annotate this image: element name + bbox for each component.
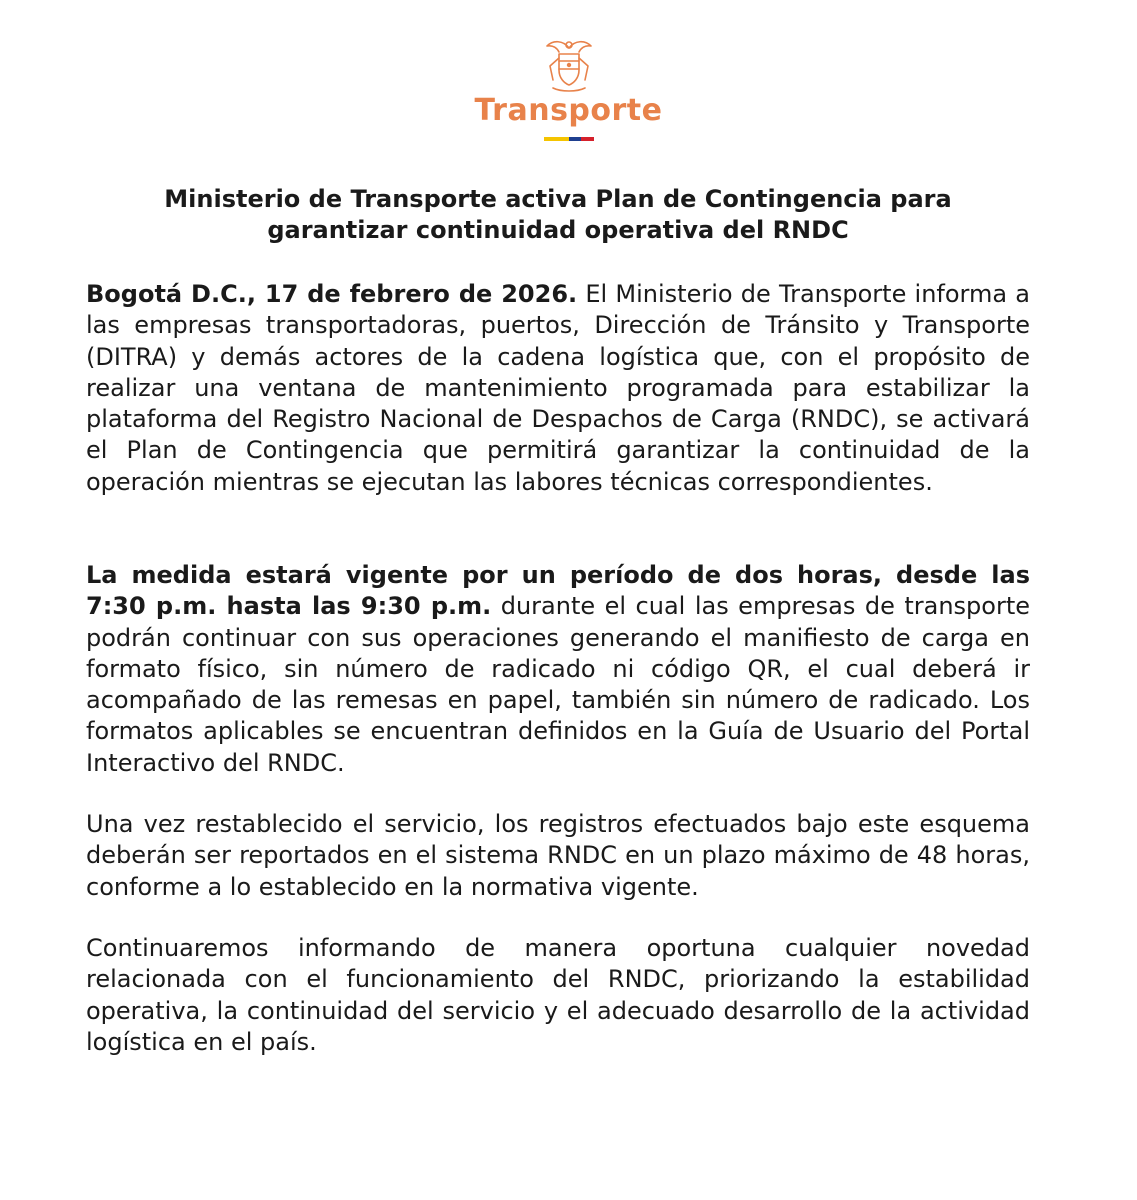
paragraph-closing — [86, 933, 1030, 1058]
schedule-highlight: La medida estará vigente por un período de dos horas, desde las 7:30 p.m. hasta las 9:30 p.m. — [86, 561, 1030, 621]
dateline: Bogotá D.C., 17 de febrero de 2026. — [86, 280, 578, 308]
paragraph-schedule-text: durante el cual las empresas de transporte podrán continuar con sus operaciones generando el manifiesto de carga en formato físico, sin número de radicado ni código QR, el cual deberá ir acompañado de las remesas en papel, también sin número de radicado. Los formatos aplicables se encuentran definidos en la Guía de Usuario del Portal Interactivo del RNDC. — [86, 592, 1031, 777]
title-line-2: garantizar continuidad operativa del RNDC — [267, 216, 849, 244]
title-line-1: Ministerio de Transporte activa Plan de Contingencia para — [164, 185, 952, 213]
ministry-name: Transporte — [474, 93, 663, 128]
ministry-header — [0, 36, 1137, 141]
paragraph-announcement — [86, 279, 1030, 498]
flag-yellow-stripe — [544, 137, 569, 141]
flag-red-stripe — [581, 137, 594, 141]
paragraph-reporting-text: Una vez restablecido el servicio, los registros efectuados bajo este esquema deberán ser reportados en el sistema RNDC en un plazo máximo de 48 horas, conforme a lo establecido en la normativa vigente. — [86, 810, 1030, 901]
paragraph-schedule — [86, 560, 1030, 779]
press-release-title — [86, 184, 1030, 246]
paragraph-reporting — [86, 809, 1030, 903]
paragraph-closing-text: Continuaremos informando de manera oportuna cualquier novedad relacionada con el funcionamiento del RNDC, priorizando la estabilidad operativa, la continuidad del servicio y el adecuado desarrollo de la actividad logística en el país. — [86, 934, 1030, 1056]
paragraph-announcement-text: El Ministerio de Transporte informa a las empresas transportadoras, puertos, Dirección de Tránsito y Transporte (DITRA) y demás actores de la cadena logística que, con el propósito de realizar una ventana de mantenimiento programada para estabilizar la plataforma del Registro Nacional de Despachos de Carga (RNDC), se activará el Plan de Contingencia que permitirá garantizar la continuidad de la operación mientras se ejecutan las labores técnicas correspondientes. — [86, 280, 1031, 496]
colombia-coat-of-arms-icon — [539, 36, 599, 94]
colombia-flag-bar — [544, 137, 594, 141]
flag-blue-stripe — [569, 137, 582, 141]
